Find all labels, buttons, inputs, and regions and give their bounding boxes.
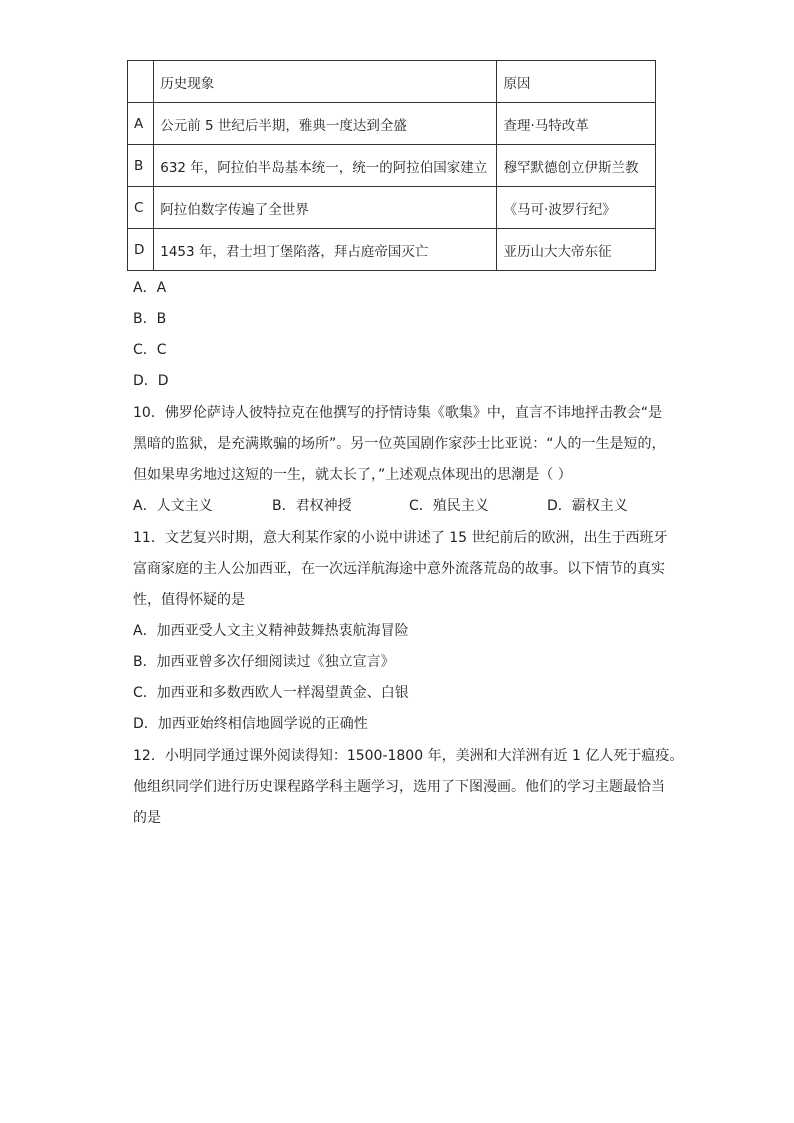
q12-stem-line-2: 他组织同学们进行历史课程路学科主题学习，选用了下图漫画。他们的学习主题最恰当 bbox=[133, 779, 665, 795]
q10-option-d: D．霸权主义 bbox=[547, 498, 628, 514]
q9-option-c: C．C bbox=[133, 342, 167, 358]
q11-stem-line-1: 11．文艺复兴时期，意大利某作家的小说中讲述了 15 世纪前后的欧洲，出生于西班牙 bbox=[133, 530, 668, 546]
q9-option-d: D．D bbox=[133, 373, 169, 389]
row-cause: 查理·马特改革 bbox=[497, 103, 656, 145]
q11-stem-line-3: 性，值得怀疑的是 bbox=[133, 592, 245, 608]
table-row bbox=[128, 145, 656, 187]
row-phenomenon: 阿拉伯数字传遍了全世界 bbox=[154, 187, 497, 229]
q10-option-c: C．殖民主义 bbox=[409, 498, 489, 514]
row-label: C bbox=[128, 187, 154, 229]
row-label: B bbox=[128, 145, 154, 187]
row-cause: 亚历山大大帝东征 bbox=[497, 229, 656, 271]
q11-option-d: D．加西亚始终相信地圆学说的正确性 bbox=[133, 716, 368, 732]
q10-stem-line-3: 但如果卑劣地过这短的一生，就太长了，”上述观点体现出的思潮是（ ） bbox=[133, 467, 572, 483]
row-label: A bbox=[128, 103, 154, 145]
row-cause: 《马可·波罗行纪》 bbox=[497, 187, 656, 229]
table-header-row bbox=[128, 61, 656, 103]
q9-option-b: B．B bbox=[133, 311, 167, 327]
q11-stem-line-2: 富商家庭的主人公加西亚，在一次远洋航海途中意外流落荒岛的故事。以下情节的真实 bbox=[133, 561, 665, 577]
header-cell-cause: 原因 bbox=[497, 61, 656, 103]
row-phenomenon: 632 年，阿拉伯半岛基本统一，统一的阿拉伯国家建立 bbox=[154, 145, 497, 187]
q9-option-a: A．A bbox=[133, 280, 167, 296]
row-label: D bbox=[128, 229, 154, 271]
row-phenomenon: 1453 年，君士坦丁堡陷落，拜占庭帝国灭亡 bbox=[154, 229, 497, 271]
table-row bbox=[128, 229, 656, 271]
q10-option-a: A．人文主义 bbox=[133, 498, 213, 514]
question-9-table bbox=[127, 60, 656, 271]
header-cell-phenomenon: 历史现象 bbox=[154, 61, 497, 103]
q12-stem-line-3: 的是 bbox=[133, 810, 161, 826]
table-row bbox=[128, 103, 656, 145]
q12-stem-line-1: 12．小明同学通过课外阅读得知：1500-1800 年，美洲和大洋洲有近 1 亿人死于瘟疫。 bbox=[133, 748, 684, 764]
table-row bbox=[128, 187, 656, 229]
q10-option-b: B．君权神授 bbox=[272, 498, 352, 514]
q10-stem-line-2: 黑暗的监狱，是充满欺骗的场所”。另一位英国剧作家莎士比亚说：“人的一生是短的， bbox=[133, 436, 666, 452]
q11-option-b: B．加西亚曾多次仔细阅读过《独立宣言》 bbox=[133, 654, 395, 670]
q11-option-c: C．加西亚和多数西欧人一样渴望黄金、白银 bbox=[133, 685, 409, 701]
q10-stem-line-1: 10．佛罗伦萨诗人彼特拉克在他撰写的抒情诗集《歌集》中，直言不讳地抨击教会“是 bbox=[133, 405, 663, 421]
header-cell-label bbox=[128, 61, 154, 103]
row-cause: 穆罕默德创立伊斯兰教 bbox=[497, 145, 656, 187]
q11-option-a: A．加西亚受人文主义精神鼓舞热衷航海冒险 bbox=[133, 623, 409, 639]
row-phenomenon: 公元前 5 世纪后半期，雅典一度达到全盛 bbox=[154, 103, 497, 145]
